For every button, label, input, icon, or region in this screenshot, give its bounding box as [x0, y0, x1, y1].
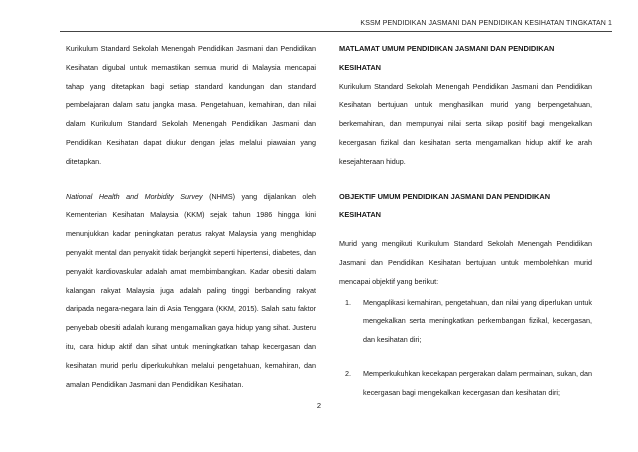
survey-name: National Health and Morbidity Survey: [66, 191, 203, 201]
list-item: [345, 294, 592, 350]
objective-intro: Murid yang mengikuti Kurikulum Standard Sekolah Menengah Pendidikan Jasmani dan Pendidikan Kesihatan bertujuan untuk membolehkan murid mencapai objektif yang berikut:: [339, 239, 592, 286]
list-item-number: 1.: [345, 297, 351, 307]
aim-paragraph: Kurikulum Standard Sekolah Menengah Pendidikan Jasmani dan Pendidikan Kesihatan bertujuan untuk menghasilkan murid yang berpengetahuan, berkemahiran, dan mempunyai nilai serta sikap positif bagi mengekalkan kecergasan fizikal dan kesihatan serta mengamalkan hidup aktif ke arah kesejahteraan hidup.: [339, 81, 592, 166]
list-item-text: Memperkukuhkan kecekapan pergerakan dalam permainan, sukan, dan kecergasan bagi mengekalkan kecergasan dan kesihatan diri;: [363, 368, 592, 397]
aim-heading: MATLAMAT UMUM PENDIDIKAN JASMANI DAN PENDIDIKAN KESIHATAN: [339, 44, 555, 72]
list-item-text: Mengaplikasi kemahiran, pengetahuan, dan nilai yang diperlukan untuk mengekalkan serta meningkatkan perkembangan fizikal, kecergasan, dan kesihatan diri;: [363, 297, 592, 345]
running-header: KSSM PENDIDIKAN JASMANI DAN PENDIDIKAN KESIHATAN TINGKATAN 1: [360, 20, 612, 27]
intro-paragraph: Kurikulum Standard Sekolah Menengah Pendidikan Jasmani dan Pendidikan Kesihatan digubal untuk memastikan semua murid di Malaysia mencapai tahap yang ditetapkan bagi setiap standard kandungan dan standard pembelajaran dalam satu jangka masa. Pengetahuan, kemahiran, dan nilai dalam Kurikulum Standard Sekolah Menengah Pendidikan Jasmani dan Pendidikan Kesihatan dapat diukur dengan jelas melalui piawaian yang ditetapkan.: [66, 44, 316, 166]
nhms-paragraph: [66, 188, 316, 395]
right-column: [339, 40, 592, 403]
header-rule: [60, 31, 612, 32]
page-number: 2: [316, 401, 322, 410]
nhms-paragraph-body: (NHMS) yang dijalankan oleh Kementerian Kesihatan Malaysia (KKM) sejak tahun 1986 hingga kini menunjukkan kadar peningkatan peratus rakyat Malaysia yang menghidap penyakit mental dan penyakit tidak berjangkit seperti hipertensi, diabetes, dan penyakit kardiovaskular adalah amat membimbangkan. Kadar obesiti dalam kalangan rakyat Malaysia juga adalah paling tinggi berbanding rakyat daripada negara-negara lain di Asia Tenggara (KKM, 2015). Salah satu faktor penyebab obesiti adalah kurang mengamalkan gaya hidup yang sihat. Justeru itu, cara hidup aktif dan sihat untuk meningkatkan tahap kecergasan dan kesihatan murid perlu diperkukuhkan melalui pengetahuan, kemahiran, dan amalan Pendidikan Jasmani dan Pendidikan Kesihatan.: [66, 191, 317, 389]
list-item-number: 2.: [345, 368, 351, 378]
left-column: [66, 40, 316, 394]
objective-list: [339, 294, 592, 403]
list-item: [345, 365, 592, 403]
objective-heading: OBJEKTIF UMUM PENDIDIKAN JASMANI DAN PENDIDIKAN KESIHATAN: [339, 191, 551, 220]
